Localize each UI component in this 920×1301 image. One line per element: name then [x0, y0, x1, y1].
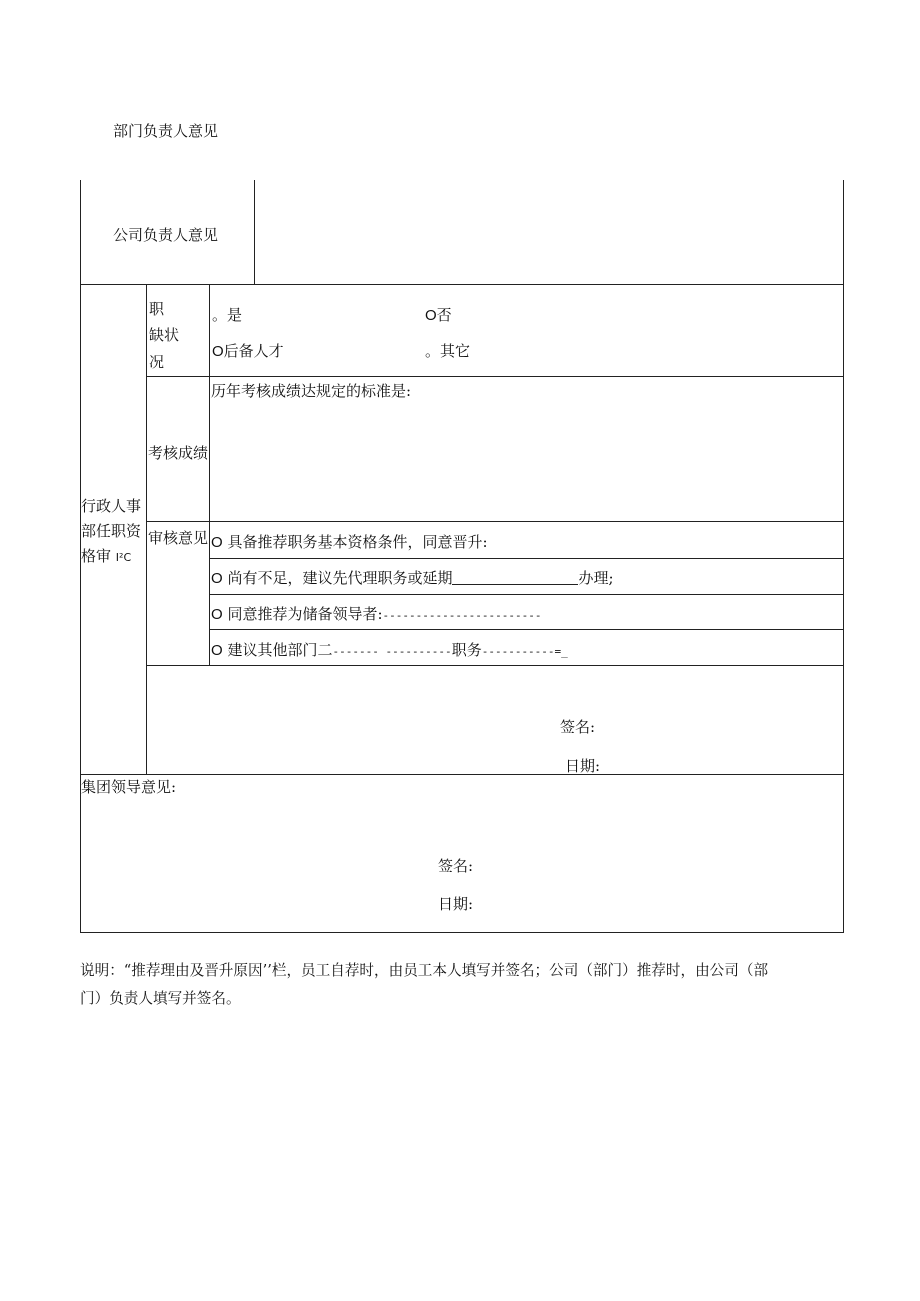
row-line: [209, 629, 844, 630]
option-label: 其它: [440, 342, 471, 360]
radio-circle-icon: O: [425, 307, 437, 324]
radio-circle-icon: 。: [212, 306, 228, 324]
hr-section-label: [81, 494, 145, 570]
group-opinion-label: 集团领导意见:: [81, 778, 177, 796]
department-blank[interactable]: ------- ----------: [332, 645, 452, 658]
reserve-blank[interactable]: ------------------------: [382, 609, 542, 622]
review-label: 审核意见: [148, 529, 209, 547]
position-blank[interactable]: -----------=_: [481, 645, 568, 658]
hr-date-label: 日期:: [565, 757, 601, 775]
review-option-transfer[interactable]: [211, 639, 568, 660]
row-line: [80, 932, 844, 933]
row-line: [80, 774, 844, 775]
radio-circle-icon: O: [211, 606, 223, 623]
option-label: 后备人才: [223, 342, 284, 360]
assessment-label: 考核成绩: [148, 444, 209, 462]
note-line-1: 说明：“推荐理由及晋升原因’’栏，员工自荐时，由员工本人填写并签名；公司（部门）推荐时，由公司（部: [80, 962, 769, 979]
hr-section-text: 行政人事部任职资格审: [81, 497, 142, 565]
radio-circle-icon: 。: [425, 342, 441, 360]
vacancy-option-yes[interactable]: [212, 304, 242, 325]
group-date-label: 日期:: [438, 895, 474, 913]
vacancy-option-no[interactable]: [425, 304, 452, 325]
review-option-approve[interactable]: [211, 531, 488, 552]
vacancy-option-reserve[interactable]: [212, 340, 284, 361]
hr-inner-divider: [146, 284, 147, 774]
assessment-text: 历年考核成绩达规定的标准是:: [211, 382, 412, 400]
option-label: 否: [436, 306, 452, 324]
hr-section-suffix: I²C: [115, 551, 132, 564]
defer-period-blank[interactable]: [452, 570, 578, 585]
option-label: 是: [227, 306, 243, 324]
vacancy-option-other[interactable]: [425, 340, 470, 361]
note-line-2: 门）负责人填写并签名。: [80, 990, 241, 1007]
vacancy-label-line: 职: [149, 300, 165, 318]
radio-circle-icon: O: [211, 570, 223, 587]
row-line: [146, 521, 844, 522]
option-label-mid: 职务: [451, 641, 482, 659]
option-label-tail: 办理;: [578, 569, 614, 587]
table-right-border: [843, 180, 844, 933]
row-line: [146, 376, 844, 377]
vacancy-label-line: 缺状: [149, 326, 180, 344]
radio-circle-icon: O: [211, 534, 223, 551]
row-line: [146, 665, 844, 666]
vacancy-label-line: 况: [149, 353, 165, 371]
dept-opinion-label: 部门负责人意见: [113, 122, 219, 140]
row-line: [80, 284, 844, 285]
row-line: [209, 558, 844, 559]
option-label: 同意推荐为储备领导者:: [227, 605, 383, 623]
review-option-reserve[interactable]: [211, 603, 541, 624]
company-divider: [254, 180, 255, 284]
option-label: 建议其他部门二: [227, 641, 333, 659]
row-line: [209, 594, 844, 595]
option-label: 尚有不足，建议先代理职务或延期: [227, 569, 453, 587]
hr-sign-label: 签名:: [560, 718, 596, 736]
radio-circle-icon: O: [211, 642, 223, 659]
review-option-defer[interactable]: [211, 567, 614, 588]
content-divider: [209, 284, 210, 665]
radio-circle-icon: O: [212, 343, 224, 360]
group-sign-label: 签名:: [438, 857, 474, 875]
company-opinion-label: 公司负责人意见: [113, 226, 219, 244]
option-label: 具备推荐职务基本资格条件，同意晋升:: [227, 533, 488, 551]
